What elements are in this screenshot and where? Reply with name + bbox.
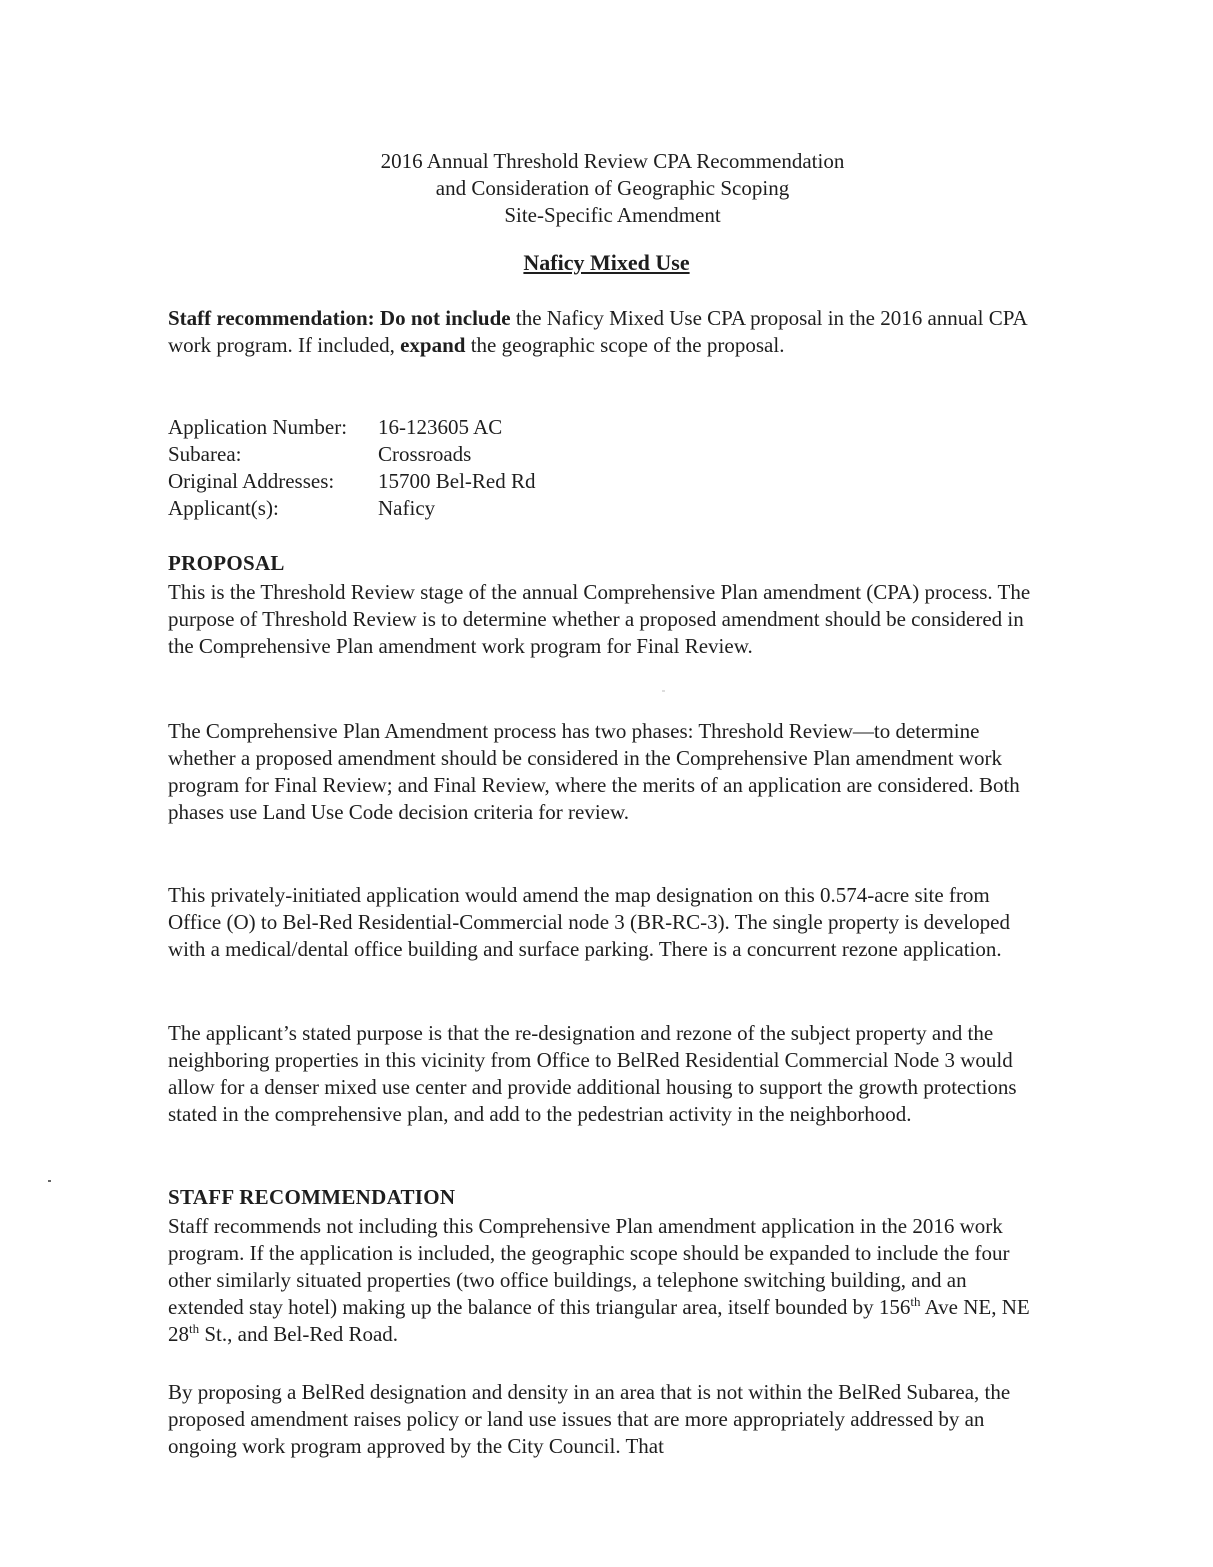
staff-rec-text-a: Staff recommends not including this Comprehensive Plan amendment application in the 2016 work program. If the application is included, the geographic scope should be expanded to include the four other similarly situated properties (two office buildings, a telephone switching building, and an extended stay hotel) making up the balance of this triangular area, itself bounded by 156 [168,1214,1010,1319]
do-not-include-text: Do not include [379,306,511,330]
scan-speck [48,1180,51,1182]
proposal-paragraph-1: This is the Threshold Review stage of the annual Comprehensive Plan amendment (CPA) process. The purpose of Threshold Review is to determine whether a proposed amendment should be considered in the Comprehensive Plan amendment work program for Final Review. [168,580,1031,658]
superscript-th-1: th [910,1294,921,1309]
recommendation-label: Staff recommendation: [168,306,375,330]
header-line-1: 2016 Annual Threshold Review CPA Recommendation [380,149,845,173]
subarea-value: Crossroads [378,442,472,466]
superscript-th-2: th [189,1321,200,1336]
application-number-row [168,414,536,441]
proposal-heading: PROPOSAL [168,551,285,575]
recommendation-text-2: the geographic scope of the proposal. [465,333,785,357]
staff-recommendation-heading: STAFF RECOMMENDATION [168,1185,456,1209]
recommendation-text-1: the Naficy Mixed Use CPA proposal in the 2016 annual CPA work program. If included, [168,306,1027,357]
expand-text: expand [400,333,466,357]
address-row [168,468,536,495]
applicant-row [168,495,536,522]
proposal-paragraph-4: The applicant’s stated purpose is that the re-designation and rezone of the subject property and the neighboring properties in this vicinity from Office to BelRed Residential Commercial Node 3 would allow for a denser mixed use center and provide additional housing to support the growth protections stated in the comprehensive plan, and add to the pedestrian activity in the neighborhood. [168,1021,1017,1126]
application-info [168,414,536,522]
subarea-row [168,441,536,468]
staff-recommendation-paragraph-1 [168,1213,1043,1348]
application-number-label: Application Number: [168,415,348,439]
staff-recommendation-paragraph-2: By proposing a BelRed designation and density in an area that is not within the BelRed Subarea, the proposed amendment raises policy or land use issues that are more appropriately addressed by an ongoing work program approved by the City Council. That [168,1380,1011,1458]
subarea-label: Subarea: [168,442,242,466]
document-header [0,148,1213,229]
header-line-3: Site-Specific Amendment [504,203,721,227]
staff-rec-text-b: Ave NE, NE 28 [168,1295,1030,1346]
document-title: Naficy Mixed Use [523,250,690,275]
proposal-paragraph-3: This privately-initiated application would amend the map designation on this 0.574-acre site from Office (O) to Bel-Red Residential-Commercial node 3 (BR-RC-3). The single property is developed with a medical/dental office building and surface parking. There is a concurrent rezone application. [168,883,1010,961]
proposal-paragraph-2: The Comprehensive Plan Amendment process has two phases: Threshold Review—to determine whether a proposed amendment should be considered in the Comprehensive Plan amendment work program for Final Review; and Final Review, where the merits of an application are considered. Both phases use Land Use Code decision criteria for review. [168,719,1020,824]
scan-dot [662,690,665,692]
header-line-2: and Consideration of Geographic Scoping [435,176,790,200]
applicant-label: Applicant(s): [168,496,279,520]
applicant-value: Naficy [378,496,436,520]
application-number-value: 16-123605 AC [378,415,503,439]
recommendation-summary [168,305,1043,359]
staff-rec-text-c: St., and Bel-Red Road. [199,1322,399,1346]
address-label: Original Addresses: [168,469,335,493]
address-value: 15700 Bel-Red Rd [378,469,536,493]
